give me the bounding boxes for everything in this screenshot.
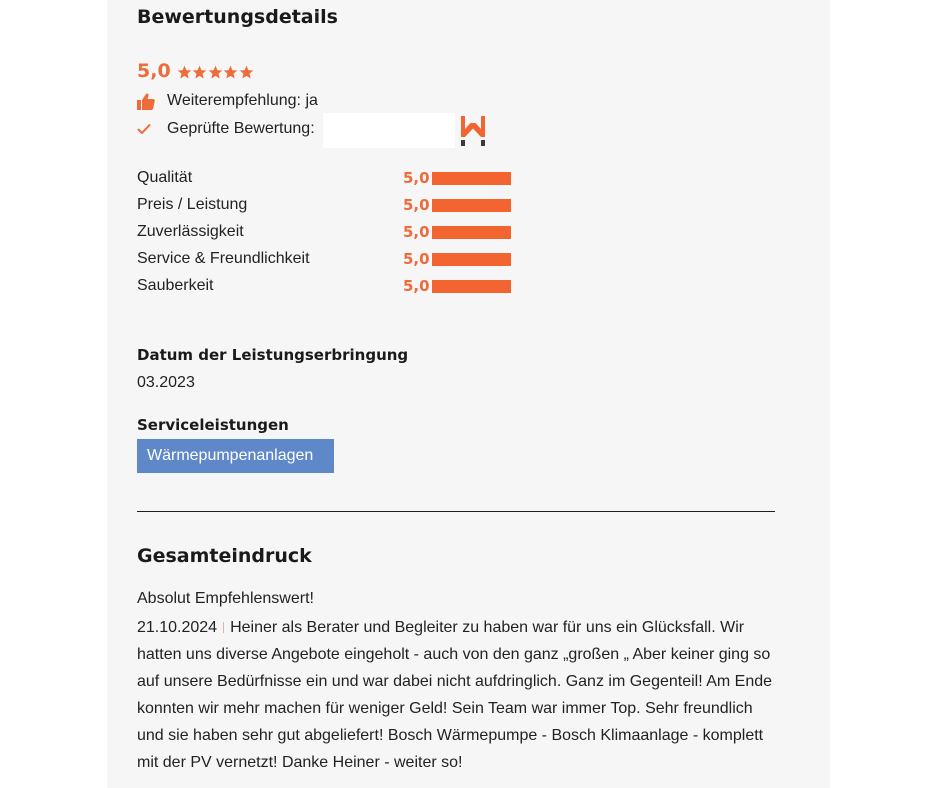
rating-value: 5,0 xyxy=(403,196,430,214)
rating-bar xyxy=(432,172,511,185)
date-separator xyxy=(223,622,224,633)
details-title: Bewertungsdetails xyxy=(137,6,338,28)
rating-row xyxy=(137,221,537,248)
rating-bar-fill xyxy=(432,172,511,185)
star-icon xyxy=(223,65,238,80)
verified-review xyxy=(137,119,315,139)
rating-label: Sauberkeit xyxy=(137,277,214,294)
verified-text: Geprüfte Bewertung: xyxy=(167,120,315,137)
star-icon xyxy=(239,65,254,80)
rating-bar xyxy=(432,280,511,293)
service-date-title: Datum der Leistungserbringung xyxy=(137,346,409,364)
verification-badge-area xyxy=(323,113,455,148)
overall-rating xyxy=(137,60,254,82)
rating-value: 5,0 xyxy=(403,250,430,268)
rating-row xyxy=(137,248,537,275)
recommendation-text: Weiterempfehlung: ja xyxy=(167,92,318,109)
checkmark-icon xyxy=(137,119,157,139)
rating-bar xyxy=(432,199,511,212)
services-title: Serviceleistungen xyxy=(137,416,289,434)
star-icon xyxy=(192,65,207,80)
rating-bar-fill xyxy=(432,226,511,239)
overall-score: 5,0 xyxy=(137,60,171,82)
rating-bar-fill xyxy=(432,253,511,266)
star-icon xyxy=(177,65,192,80)
thumbs-up-icon xyxy=(137,91,157,111)
rating-row xyxy=(137,275,537,302)
star-rating xyxy=(177,65,255,80)
overall-impression-title: Gesamteindruck xyxy=(137,545,312,567)
rating-label: Qualität xyxy=(137,169,193,186)
rating-bar xyxy=(432,253,511,266)
rating-label: Zuverlässigkeit xyxy=(137,223,244,240)
rating-label: Service & Freundlichkeit xyxy=(137,250,310,267)
rating-bar-fill xyxy=(432,199,511,212)
section-divider xyxy=(137,511,775,512)
review-body xyxy=(137,614,782,776)
rating-row xyxy=(137,194,537,221)
recommendation xyxy=(137,91,318,111)
rating-bar xyxy=(432,226,511,239)
category-ratings xyxy=(137,167,537,302)
rating-value: 5,0 xyxy=(403,223,430,241)
review-text: Heiner als Berater und Begleiter zu haben war für uns ein Glücksfall. Wir hatten uns diverse Angebote eingeholt - auch von den ganz „großen „ Aber keiner ging so auf unsere Bedürfnisse ein und war dabei nicht aufdringlich. Ganz im Gegenteil! Am Ende konnten wir mehr machen für weniger Geld! Sein Team war immer Top. Sehr freundlich und sie haben sehr gut abgeliefert! Bosch Wärmepumpe - Bosch Klimaanlage - komplett mit der PV vernetzt! Danke Heiner - weiter so! xyxy=(137,619,773,771)
rating-value: 5,0 xyxy=(403,277,430,295)
star-icon xyxy=(208,65,223,80)
rating-row xyxy=(137,167,537,194)
rating-value: 5,0 xyxy=(403,169,430,187)
review-date: 21.10.2024 xyxy=(137,619,218,636)
brand-logo-icon xyxy=(459,114,487,146)
rating-bar-fill xyxy=(432,280,511,293)
rating-label: Preis / Leistung xyxy=(137,196,248,213)
service-date-value: 03.2023 xyxy=(137,374,195,391)
review-title: Absolut Empfehlenswert! xyxy=(137,590,314,607)
service-tag[interactable]: Wärmepumpenanlagen xyxy=(137,439,334,473)
